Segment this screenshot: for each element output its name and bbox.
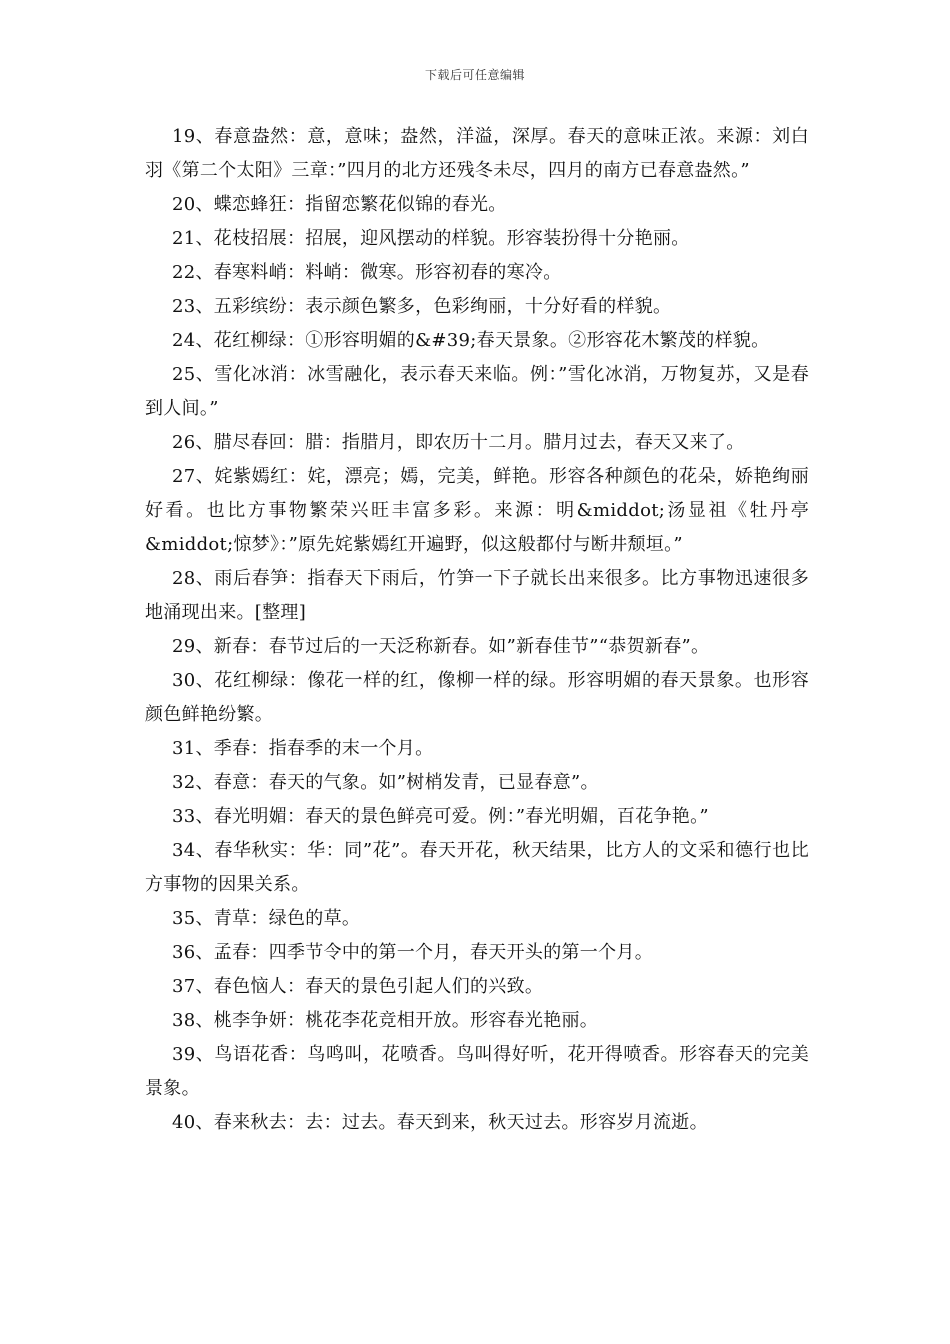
entry-27: 27、姹紫嫣红：姹，漂亮；嫣，完美，鲜艳。形容各种颜色的花朵，娇艳绚丽好看。也比方事物繁荣兴旺丰富多彩。来源：明&middot;汤显祖《牡丹亭&middot;惊梦》：”原先姹紫嫣红开遍野，似这般都付与断井颓垣。” — [145, 466, 809, 555]
entry-22: 22、春寒料峭：料峭：微寒。形容初春的寒冷。 — [172, 262, 562, 283]
entry-40: 40、春来秋去：去：过去。春天到来，秋天过去。形容岁月流逝。 — [172, 1112, 708, 1133]
entry-29: 29、新春：春节过后的一天泛称新春。如”新春佳节”“恭贺新春”。 — [172, 636, 710, 657]
page-header: 下载后可任意编辑 — [424, 68, 525, 82]
entry-32: 32、春意：春天的气象。如”树梢发青，已显春意”。 — [172, 772, 599, 793]
entry-21: 21、花枝招展：招展，迎风摆动的样貌。形容装扮得十分艳丽。 — [172, 228, 690, 249]
entry-23: 23、五彩缤纷：表示颜色繁多，色彩绚丽，十分好看的样貌。 — [172, 296, 672, 317]
entry-26: 26、腊尽春回：腊：指腊月，即农历十二月。腊月过去，春天又来了。 — [172, 432, 745, 453]
entry-19: 19、春意盎然：意，意味；盎然，洋溢，深厚。春天的意味正浓。来源：刘白羽《第二个太阳》三章：”四月的北方还残冬未尽，四月的南方已春意盎然。” — [145, 126, 809, 181]
entry-34: 34、春华秋实：华：同”花”。春天开花，秋天结果，比方人的文采和德行也比方事物的因果关系。 — [145, 840, 809, 895]
entry-31: 31、季春：指春季的末一个月。 — [172, 738, 434, 759]
entry-24: 24、花红柳绿：①形容明媚的&#39;春天景象。②形容花木繁茂的样貌。 — [172, 330, 770, 351]
entry-36: 36、孟春：四季节令中的第一个月，春天开头的第一个月。 — [172, 942, 654, 963]
entry-28: 28、雨后春笋：指春天下雨后，竹笋一下子就长出来很多。比方事物迅速很多地涌现出来。[整理] — [145, 568, 809, 623]
entry-20: 20、蝶恋蜂狂：指留恋繁花似锦的春光。 — [172, 194, 507, 215]
entry-38: 38、桃李争妍：桃花李花竞相开放。形容春光艳丽。 — [172, 1010, 599, 1031]
entry-25: 25、雪化冰消：冰雪融化，表示春天来临。例：”雪化冰消，万物复苏，又是春到人间。” — [145, 364, 809, 419]
entry-33: 33、春光明媚：春天的景色鲜亮可爱。例：”春光明媚，百花争艳。” — [172, 806, 709, 827]
entry-39: 39、鸟语花香：鸟鸣叫，花喷香。鸟叫得好听，花开得喷香。形容春天的完美景象。 — [145, 1044, 809, 1099]
document-body — [145, 120, 809, 1140]
entry-35: 35、青草：绿色的草。 — [172, 908, 361, 929]
entry-37: 37、春色恼人：春天的景色引起人们的兴致。 — [172, 976, 544, 997]
entry-30: 30、花红柳绿：像花一样的红，像柳一样的绿。形容明媚的春天景象。也形容颜色鲜艳纷繁。 — [145, 670, 809, 725]
